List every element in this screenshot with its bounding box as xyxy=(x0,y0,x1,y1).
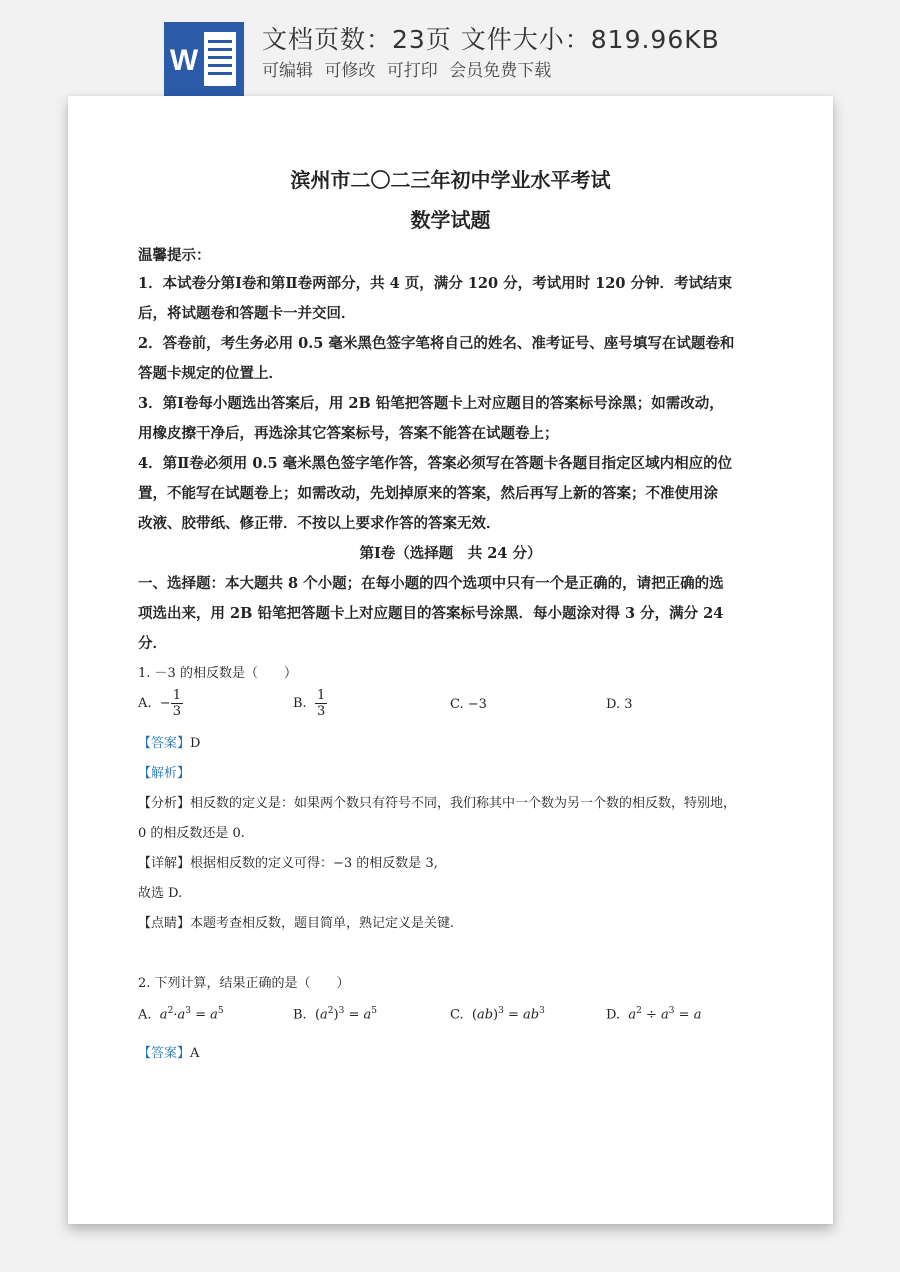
notice-line: 2．答卷前，考生务必用 0.5 毫米黑色签字笔将自己的姓名、准考证号、座号填写在试题卷和 xyxy=(138,335,735,352)
word-document-icon xyxy=(164,22,244,96)
notice-line: 改液、胶带纸、修正带．不按以上要求作答的答案无效． xyxy=(138,515,501,532)
question-2-option-b: B. $(a^2)^3 = a^5$ xyxy=(293,1006,378,1023)
word-icon-letter: W xyxy=(169,44,199,77)
notice-heading: 温馨提示： xyxy=(138,247,211,264)
notice-line: 4．第Ⅱ卷必须用 0.5 毫米黑色签字笔作答，答案必须写在答题卡各题目指定区域内相应的位 xyxy=(138,455,733,472)
question-2-option-d: D. $a^2 \div a^3 = a$ xyxy=(606,1006,702,1023)
section-title: 第Ⅰ卷（选择题 共 24 分） xyxy=(359,545,542,562)
question-1-dianjing: 【点睛】本题考查相反数，题目简单，熟记定义是关键. xyxy=(138,916,455,931)
question-1-stem: 1. －3 的相反数是（ ） xyxy=(138,666,297,681)
banner-title: 文档页数：23页 文件大小：819.96KB xyxy=(262,25,720,54)
question-1-option-d: D. 3 xyxy=(606,697,633,712)
question-1-xiangjie: 【详解】根据相反数的定义可得：−3 的相反数是 3, xyxy=(138,856,438,871)
question-2-stem: 2. 下列计算，结果正确的是（ ） xyxy=(138,976,350,991)
question-1-option-a: A. − $\frac{1}{3}$ xyxy=(138,688,181,719)
notice-line: 1．本试卷分第Ⅰ卷和第Ⅱ卷两部分，共 4 页，满分 120 分，考试用时 120 分钟．考试结束 xyxy=(138,275,733,292)
question-1-fenxi: 【分析】相反数的定义是：如果两个数只有符号不同，我们称其中一个数为另一个数的相反数，特别地， xyxy=(138,796,737,811)
question-1-answer: 【答案】D xyxy=(138,736,201,751)
question-1-fenxi-cont: 0 的相反数还是 0. xyxy=(138,826,245,841)
banner-subtitle: 可编辑 可修改 可打印 会员免费下载 xyxy=(262,61,552,81)
notice-line: 后，将试题卷和答题卡一并交回． xyxy=(138,305,356,322)
question-2-answer: 【答案】A xyxy=(138,1046,200,1061)
document-page xyxy=(68,96,833,1224)
question-1-option-c: C. −3 xyxy=(450,697,487,712)
notice-line: 用橡皮擦干净后，再选涂其它答案标号，答案不能答在试题卷上； xyxy=(138,425,559,442)
exam-subtitle: 数学试题 xyxy=(410,208,491,232)
notice-line: 置，不能写在试题卷上；如需改动，先划掉原来的答案，然后再写上新的答案；不准使用涂 xyxy=(138,485,718,502)
section-intro-line: 分． xyxy=(138,635,167,652)
question-2-option-a: A. $a^2\cdot a^3 = a^5$ xyxy=(138,1006,224,1023)
section-intro-line: 一、选择题：本大题共 8 个小题；在每小题的四个选项中只有一个是正确的，请把正确的选 xyxy=(138,575,724,592)
question-2-option-c: C. $(ab)^3 = ab^3$ xyxy=(450,1006,545,1023)
section-intro-line: 项选出来，用 2B 铅笔把答题卡上对应题目的答案标号涂黑．每小题涂对得 3 分，满分 24 xyxy=(138,605,724,622)
question-1-analysis-tag: 【解析】 xyxy=(138,766,191,781)
notice-line: 3．第Ⅰ卷每小题选出答案后，用 2B 铅笔把答题卡上对应题目的答案标号涂黑；如需改动， xyxy=(138,395,724,412)
question-1-choose: 故选 D. xyxy=(138,886,183,901)
exam-title: 滨州市二〇二三年初中学业水平考试 xyxy=(290,168,611,192)
question-1-option-b: B. $\frac{1}{3}$ xyxy=(293,688,326,719)
download-banner xyxy=(0,0,900,96)
notice-line: 答题卡规定的位置上． xyxy=(138,365,283,382)
